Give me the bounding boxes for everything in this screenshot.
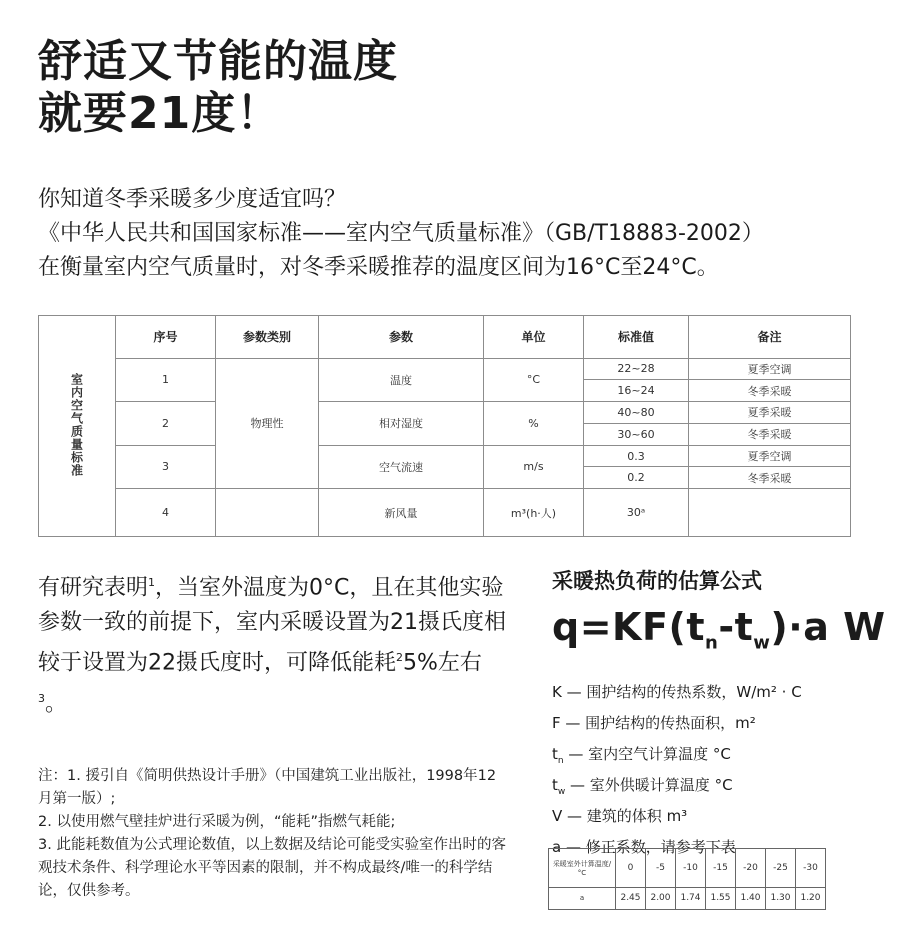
cell-param: 相对湿度 (319, 402, 484, 446)
cell-param: 新风量 (319, 489, 484, 537)
coef-temp-cell: -25 (766, 849, 796, 888)
note-2: 2. 以使用燃气壁挂炉进行采暖为例，“能耗”指燃气耗能; (38, 814, 396, 830)
formula-sub-w: w (753, 632, 771, 654)
correction-coefficient-table (548, 848, 826, 910)
definition-item: a — 修正系数，请参考下表 (552, 838, 736, 856)
definition-item: F — 围护结构的传热面积，m² (552, 714, 756, 732)
research-text: ，当室外温度为0°C，且在其他实验参数一致的前提下，室内采暖设置为21摄氏度相较于设置为22摄氏度时，可降低能耗 (38, 575, 506, 676)
cell-unit: m/s (484, 445, 584, 489)
coef-temp-cell: -20 (736, 849, 766, 888)
header-category: 参数类别 (216, 316, 319, 359)
coef-temp-cell: -5 (646, 849, 676, 888)
formula-definitions (552, 680, 802, 866)
header-remark: 备注 (689, 316, 851, 359)
side-label-cell (39, 316, 116, 537)
table-row (39, 445, 851, 467)
formula-title: 采暖热负荷的估算公式 (552, 569, 762, 593)
headline-line2: 就要21度！ (38, 88, 282, 139)
side-label: 室内空气质量标准 (69, 372, 84, 477)
intro-recommendation: 在衡量室内空气质量时，对冬季采暖推荐的温度区间为16°C至24°C。 (38, 255, 719, 280)
cell-remark: 冬季采暖 (689, 380, 851, 402)
research-text: 5%左右 (403, 650, 482, 676)
cell-category: 物理性 (216, 358, 319, 489)
cell-no: 3 (116, 445, 216, 489)
research-text: 。 (45, 690, 68, 716)
headline-line1: 舒适又节能的温度 (38, 36, 398, 87)
coef-value-cell: 1.20 (796, 887, 826, 909)
footnote-ref-3: 3 (38, 691, 45, 705)
cell-remark: 冬季采暖 (689, 423, 851, 445)
header-standard-value: 标准值 (584, 316, 689, 359)
formula (552, 605, 885, 654)
cell-remark: 夏季空调 (689, 445, 851, 467)
note-3: 3. 此能耗数值为公式理论数值，以上数据及结论可能受实验室作出时的客观技术条件、科学理论水平等因素的限制，并不构成最终/唯一的科学结论，仅供参考。 (38, 837, 506, 899)
cell-category-empty (216, 489, 319, 537)
cell-no: 2 (116, 402, 216, 446)
cell-unit: °C (484, 358, 584, 402)
cell-value: 0.2 (584, 467, 689, 489)
cell-value: 40~80 (584, 402, 689, 424)
table-row (549, 849, 826, 888)
cell-no: 4 (116, 489, 216, 537)
cell-param: 温度 (319, 358, 484, 402)
cell-remark: 夏季空调 (689, 358, 851, 380)
coef-temp-cell: -30 (796, 849, 826, 888)
table-row (549, 887, 826, 909)
cell-remark: 冬季采暖 (689, 467, 851, 489)
research-text: 有研究表明 (38, 575, 149, 601)
formula-part: -t (718, 605, 754, 649)
cell-value: 0.3 (584, 445, 689, 467)
cell-value: 22~28 (584, 358, 689, 380)
coef-row-label: a (549, 887, 616, 909)
note-1: 注：1. 援引自《简明供热设计手册》（中国建筑工业出版社，1998年12月第一版）; (38, 768, 497, 807)
coef-value-cell: 1.55 (706, 887, 736, 909)
footnotes (38, 765, 508, 903)
definition-item: $t_n$ — 室内空气计算温度 °C (552, 745, 731, 766)
formula-part: q=KF(t (552, 605, 705, 649)
intro-standard-name: 《中华人民共和国国家标准——室内空气质量标准》（GB/T18883-2002） (38, 221, 764, 246)
header-param: 参数 (319, 316, 484, 359)
header-unit: 单位 (484, 316, 584, 359)
coef-temp-cell: 0 (616, 849, 646, 888)
cell-no: 1 (116, 358, 216, 402)
table-header-row (39, 316, 851, 359)
cell-value: 30~60 (584, 423, 689, 445)
definition-item: K — 围护结构的传热系数，W/m² · C (552, 683, 802, 701)
definition-item: $t_w$ — 室外供暖计算温度 °C (552, 776, 733, 797)
footnote-ref-2: 2 (396, 651, 403, 665)
formula-part: )·a W (770, 605, 886, 649)
definition-item: V — 建筑的体积 m³ (552, 807, 688, 825)
table-row (39, 358, 851, 380)
cell-remark: 夏季采暖 (689, 402, 851, 424)
formula-sub-n: n (704, 632, 719, 654)
coef-value-cell: 2.45 (616, 887, 646, 909)
cell-value: 16~24 (584, 380, 689, 402)
table-row (39, 489, 851, 537)
cell-value: 30ᵃ (584, 489, 689, 537)
coef-value-cell: 1.74 (676, 887, 706, 909)
coef-value-cell: 1.30 (766, 887, 796, 909)
footnote-ref-1: 1 (148, 576, 156, 589)
header-no: 序号 (116, 316, 216, 359)
cell-unit: m³(h·人) (484, 489, 584, 537)
coef-value-cell: 2.00 (646, 887, 676, 909)
cell-unit: % (484, 402, 584, 446)
air-quality-standard-table (38, 315, 851, 537)
coef-temp-cell: -10 (676, 849, 706, 888)
coef-row-label: 采暖室外计算温度/°C (549, 849, 616, 888)
coef-value-cell: 1.40 (736, 887, 766, 909)
coef-temp-cell: -15 (706, 849, 736, 888)
table-row (39, 402, 851, 424)
intro-question: 你知道冬季采暖多少度适宜吗？ (38, 187, 347, 212)
cell-remark (689, 489, 851, 537)
research-paragraph (38, 565, 508, 721)
cell-param: 空气流速 (319, 445, 484, 489)
